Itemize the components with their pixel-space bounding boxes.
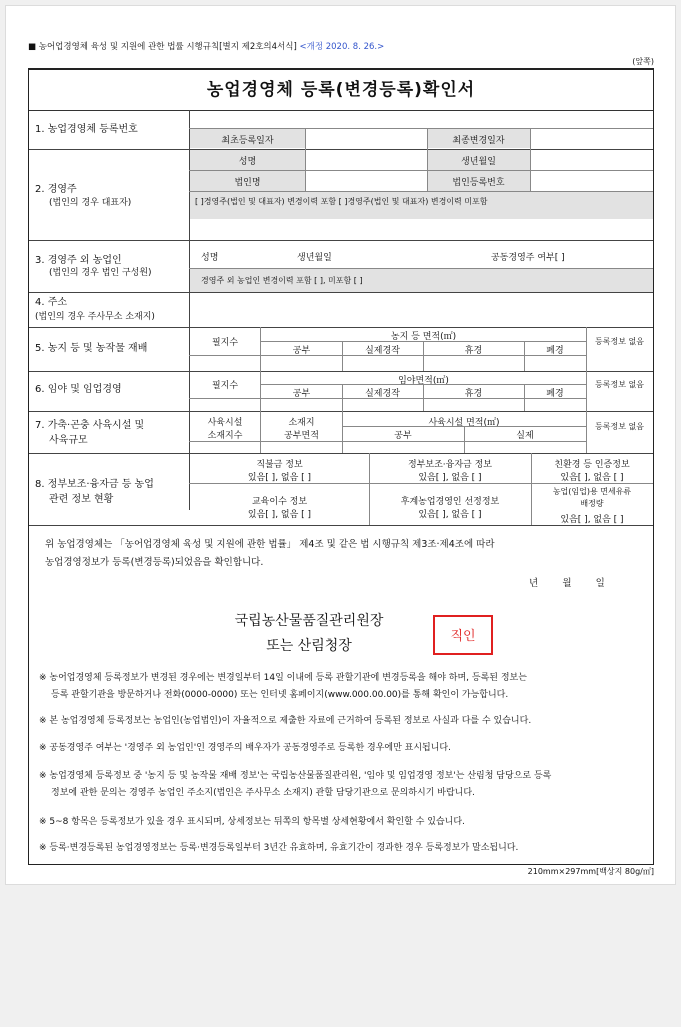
facility-label: 사육시설 xyxy=(207,418,243,428)
cell-divider xyxy=(260,327,261,371)
owner-name-label: 성명 xyxy=(238,157,257,167)
forest-parcels-label: 필지수 xyxy=(211,381,239,391)
section-line xyxy=(29,525,653,526)
row-line xyxy=(189,170,653,171)
farmland-col-fallow: 휴경 xyxy=(464,346,483,356)
section-line xyxy=(29,371,653,372)
authority-name-alt: 또는 산림청장 xyxy=(266,638,352,654)
member-birth-label: 생년월일 xyxy=(297,253,332,263)
note-1: ※ 농어업경영체 등록정보가 변경된 경우에는 변경일부터 14일 이내에 등록 관할기관에 변경등록을 해야 하며, 등록된 정보는 등록 관할기관을 방문하거나 전화(0000-0000) 또는 인터넷 홈페이지(www.000.00.00)를 통해 확인이 가능합니다. xyxy=(39,673,527,700)
successor-title: 후계농업경영인 선정정보 xyxy=(400,497,500,507)
cell-divider xyxy=(524,341,525,371)
certificate-form xyxy=(28,68,654,865)
fuel-title: 농업(임업)용 면세유류 xyxy=(552,487,632,496)
note-2: ※ 본 농업경영체 등록정보는 농업인(농업법인)이 자율적으로 제출한 자료에 근거하여 등록된 정보로 사실과 다를 수 있습니다. xyxy=(39,716,532,726)
education-value: 있음[ ], 없음 [ ] xyxy=(247,510,312,520)
row-line xyxy=(189,191,653,192)
member-name-label: 성명 xyxy=(201,253,219,263)
facility-col-actual: 실제 xyxy=(516,431,534,441)
direct-payment-value: 있음[ ], 없음 [ ] xyxy=(247,473,312,483)
education-title: 교육이수 정보 xyxy=(251,497,308,507)
co-owner-option: 공동경영주 여부[ ] xyxy=(491,253,565,263)
section-line xyxy=(29,327,653,328)
cell-divider xyxy=(305,128,306,149)
cell-divider xyxy=(524,384,525,411)
section-line xyxy=(29,149,653,150)
row-line xyxy=(189,441,586,442)
farmland-area-label: 농지 등 면적(㎡) xyxy=(390,332,457,342)
cell-divider xyxy=(530,128,531,149)
facility-registry-area-label: 공부면적 xyxy=(284,431,319,441)
facility-count-label: 소재지수 xyxy=(207,431,243,441)
section-8-label-line2: 관련 정보 현황 xyxy=(49,494,114,505)
cell-divider xyxy=(423,384,424,411)
subsidy-value: 있음[ ], 없음 [ ] xyxy=(418,473,482,483)
confirm-text-line1: 위 농업경영체는 「농어업경영체 육성 및 지원에 관한 법률」 제4조 및 같은 법 시행규칙 제3조·제4조에 따라 xyxy=(45,539,495,550)
section-8-label: 8. 정부보조·융자금 등 농업 xyxy=(35,479,154,490)
section-4-sublabel: (법인의 경우 주사무소 소재지) xyxy=(35,312,155,322)
successor-value: 있음[ ], 없음 [ ] xyxy=(418,510,482,520)
first-registration-label: 최초등록일자 xyxy=(221,136,274,146)
facility-area-label: 사육시설 면적(㎡) xyxy=(428,418,500,428)
fuel-title-line2: 배정량 xyxy=(580,499,604,508)
cell-divider xyxy=(586,327,587,371)
cell-divider xyxy=(260,371,261,411)
cell-divider xyxy=(530,149,531,191)
note-6: ※ 등록·변경등록된 농업경영정보는 등록·변경등록일부터 3년간 유효하며, 유효기간이 경과한 경우 등록정보가 말소됩니다. xyxy=(39,843,519,853)
owner-birth-label: 생년월일 xyxy=(461,157,496,167)
farmland-col-registry: 공부 xyxy=(292,346,311,356)
cell-divider xyxy=(369,453,370,525)
cell-divider xyxy=(305,149,306,191)
forest-col-abandoned: 폐경 xyxy=(546,389,564,399)
forest-area-label: 임야면적(㎡) xyxy=(398,376,449,386)
cell-divider xyxy=(427,128,428,149)
section-7-label-line2: 사육규모 xyxy=(49,435,88,446)
section-2-sublabel: (법인의 경우 대표자) xyxy=(49,198,132,208)
cell-divider xyxy=(586,371,587,411)
facility-col-registry: 공부 xyxy=(394,431,412,441)
facility-location-label: 소재지 xyxy=(288,418,315,428)
paper-size-label: 210mm×297mm[백상지 80g/㎡] xyxy=(527,867,654,876)
form-header xyxy=(28,40,384,52)
section-3-label: 3. 경영주 외 농업인 xyxy=(35,255,122,266)
note-4: ※ 농업경영체 등록정보 중 '농지 등 및 농작물 재배 정보'는 국립농산물품질관리원, '임야 및 임업경영 정보'는 산림청 담당으로 등록 정보에 관한 문의는 경영주 농업인 주소지(법인은 주사무소 소재지) 관할 담당기관으로 문의하시기 바랍니다. xyxy=(39,771,552,798)
section-2-label: 2. 경영주 xyxy=(35,184,77,195)
section-line xyxy=(29,453,653,454)
section-3-sublabel: (법인의 경우 법인 구성원) xyxy=(49,268,152,278)
row-line xyxy=(189,398,586,399)
row-line xyxy=(189,355,586,356)
cell-divider xyxy=(427,149,428,191)
section-7-label: 7. 가축·곤충 사육시설 및 xyxy=(35,420,145,431)
section-line xyxy=(29,292,653,293)
corp-name-label: 법인명 xyxy=(234,178,261,188)
member-history-option: 경영주 외 농업인 변경이력 포함 [ ], 미포함 [ ] xyxy=(201,276,363,285)
farmland-parcels-label: 필지수 xyxy=(211,338,239,348)
form-reference: ■ 농어업경영체 육성 및 지원에 관한 법률 시행규칙[별지 제2호의4서식] xyxy=(28,42,297,52)
direct-payment-title: 직불금 정보 xyxy=(256,460,303,470)
cell-divider xyxy=(531,453,532,525)
subsidy-title: 정부보조·융자금 정보 xyxy=(408,460,492,470)
forest-col-fallow: 휴경 xyxy=(464,389,483,399)
cell-divider xyxy=(464,426,465,453)
section-1-label: 1. 농업경영체 등록번호 xyxy=(35,124,138,135)
section-5-label: 5. 농지 등 및 농작물 재배 xyxy=(35,343,148,354)
official-seal: 직인 xyxy=(433,615,493,655)
farmland-no-data: 등록정보 없음 xyxy=(595,337,644,346)
cell-divider xyxy=(342,411,343,453)
eco-cert-value: 있음[ ], 없음 [ ] xyxy=(560,473,624,483)
owner-history-option: [ ]경영주(법인 및 대표자) 변경이력 포함 [ ]경영주(법인 및 대표자) 변경이력 미포함 xyxy=(195,197,488,206)
section-6-label: 6. 임야 및 임업경영 xyxy=(35,384,122,395)
page-side-label: (앞쪽) xyxy=(632,57,654,66)
eco-cert-title: 친환경 등 인증정보 xyxy=(554,460,630,470)
section-line xyxy=(29,411,653,412)
confirm-text-line2: 농업경영정보가 등록(변경등록)되었음을 확인합니다. xyxy=(45,557,264,568)
cell-divider xyxy=(342,341,343,371)
farmland-col-cultivated: 실제경작 xyxy=(365,346,400,356)
note-3: ※ 공동경영주 여부는 '경영주 외 농업인'인 경영주의 배우자가 공동경영주로 등록한 경우에만 표시됩니다. xyxy=(39,743,451,753)
issue-date: 년 월 일 xyxy=(529,578,605,589)
fuel-value: 있음[ ], 없음 [ ] xyxy=(560,515,624,525)
last-change-label: 최종변경일자 xyxy=(452,136,505,146)
authority-name: 국립농산물품질관리원장 xyxy=(234,613,384,629)
cell-divider xyxy=(423,341,424,371)
revision-date: <개정 2020. 8. 26.> xyxy=(299,42,385,52)
farmland-col-abandoned: 폐경 xyxy=(546,346,564,356)
form-title: 농업경영체 등록(변경등록)확인서 xyxy=(29,70,653,111)
cell-divider xyxy=(342,384,343,411)
facility-no-data: 등록정보 없음 xyxy=(595,422,644,431)
section-4-label: 4. 주소 xyxy=(35,297,68,308)
forest-no-data: 등록정보 없음 xyxy=(595,380,644,389)
corp-number-label: 법인등록번호 xyxy=(452,178,505,188)
forest-col-registry: 공부 xyxy=(292,389,311,399)
cell-divider xyxy=(260,411,261,453)
cell-divider xyxy=(586,411,587,453)
forest-col-cultivated: 실제경작 xyxy=(365,389,400,399)
row-line xyxy=(189,483,653,484)
section-line xyxy=(29,240,653,241)
note-5: ※ 5~8 항목은 등록정보가 있을 경우 표시되며, 상세정보는 뒤쪽의 항목별 상세현황에서 확인할 수 있습니다. xyxy=(39,817,465,827)
